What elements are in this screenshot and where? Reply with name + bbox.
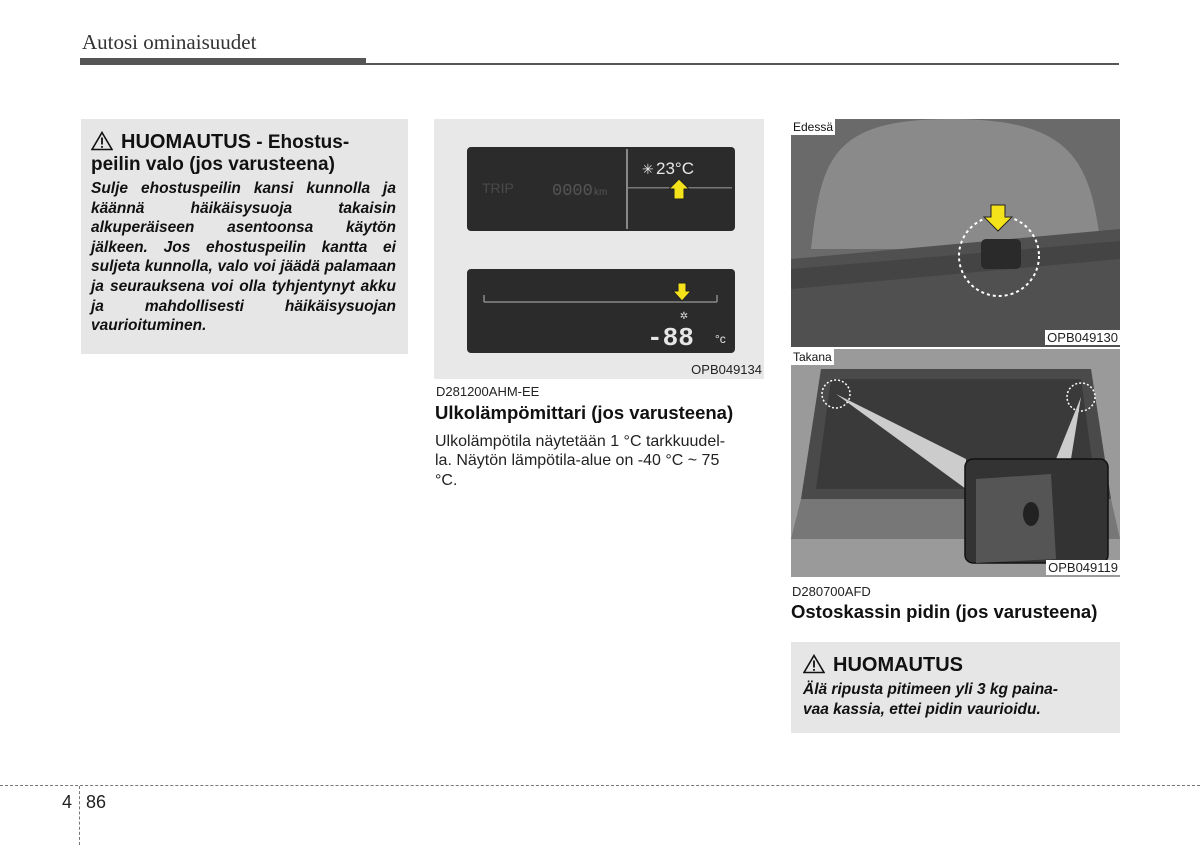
- hook-section-title: Ostoskassin pidin (jos varusteena): [791, 601, 1098, 622]
- display-figure: [434, 119, 764, 379]
- notice-body: Sulje ehostuspeilin kansi kunnolla ja käännä häikäisysuoja takaisin alkuperäiseen asentoonsa käytön jälkeen. Jos ehostuspeilin kantta ei suljeta kunnolla, valo voi jäädä palamaan ja seurauksena voi olla tyhjentynyt akku ja mahdollisesti häikäisysuojan vaurioituminen.: [91, 180, 396, 335]
- rear-label: Takana: [793, 350, 832, 364]
- page-number: 86: [86, 792, 107, 812]
- header-rule-thin: [366, 63, 1119, 65]
- rear-caption: OPB049119: [1048, 560, 1118, 575]
- temp-top: 23°C: [656, 159, 694, 178]
- trip-value: 0000: [552, 182, 593, 201]
- hook-notice: [791, 642, 1120, 733]
- svg-text:°c: °c: [715, 332, 726, 346]
- vanity-mirror-notice: [81, 119, 408, 354]
- front-hook-figure: [791, 119, 1120, 347]
- notice-heading: [91, 131, 396, 154]
- figure-caption: OPB049134: [691, 362, 762, 377]
- display-figure-art: [434, 119, 764, 379]
- front-label: Edessä: [793, 120, 834, 134]
- svg-text:✳: ✳: [642, 161, 654, 177]
- section-title: Ulkolämpömittari (jos varusteena): [435, 402, 734, 423]
- rear-hook-art: [791, 349, 1120, 577]
- notice-heading-line2: peilin valo (jos varusteena): [91, 154, 335, 175]
- section-body-line2: la. Näytön lämpötila-alue on -40 °C ~ 75: [435, 452, 720, 469]
- notice-heading-rest: - Ehostus-: [251, 132, 350, 153]
- section-code: D281200AHM-EE: [436, 384, 540, 399]
- hook-section-code: D280700AFD: [792, 584, 871, 599]
- hook-notice-body-line2: vaa kassia, ettei pidin vaurioidu.: [803, 700, 1041, 718]
- chapter-number: 4: [62, 792, 73, 812]
- section-body-line3: °C.: [435, 472, 458, 489]
- warning-icon: [803, 654, 825, 674]
- page-header-title: Autosi ominaisuudet: [82, 30, 257, 54]
- footer-dashed-rule: [0, 785, 1200, 786]
- header-rule-thick: [80, 58, 366, 65]
- hook-notice-heading-text: HUOMAUTUS: [833, 654, 963, 676]
- rear-hook-figure: [791, 349, 1120, 577]
- temp-bottom: -88: [647, 323, 694, 353]
- svg-text:✲: ✲: [679, 311, 689, 322]
- hook-notice-heading: [803, 654, 1110, 677]
- front-hook-art: [791, 119, 1120, 347]
- trip-label: TRIP: [482, 180, 514, 196]
- warning-icon: [91, 131, 113, 151]
- footer-dashed-divider: [79, 786, 80, 845]
- trip-unit: km: [594, 187, 608, 198]
- hook-notice-body-line1: Älä ripusta pitimeen yli 3 kg paina-: [803, 681, 1058, 698]
- section-body-line1: Ulkolämpötila näytetään 1 °C tarkkuudel-: [435, 433, 726, 450]
- front-caption: OPB049130: [1047, 330, 1118, 345]
- notice-heading-strong: HUOMAUTUS: [121, 131, 251, 153]
